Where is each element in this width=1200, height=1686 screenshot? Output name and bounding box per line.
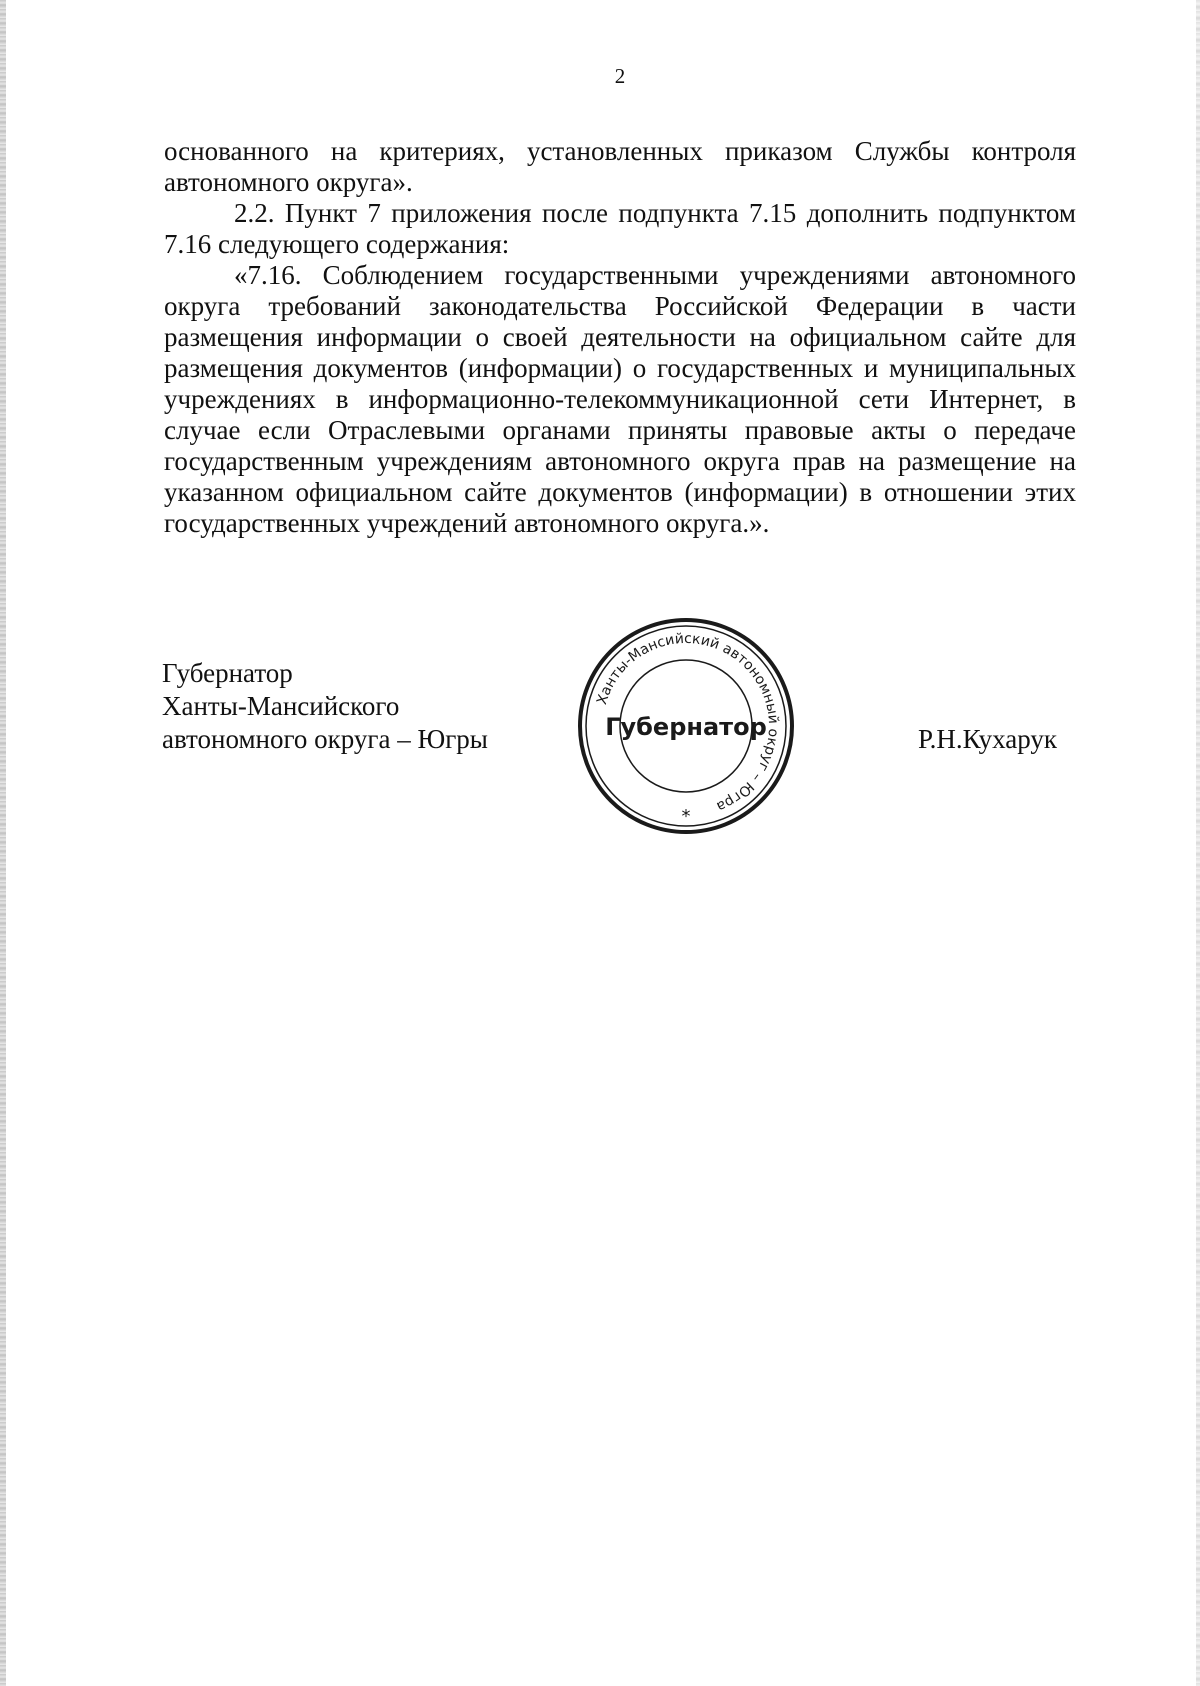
scan-edge-right — [1196, 0, 1200, 1686]
signatory-position-line: Губернатор — [162, 658, 293, 688]
seal-graphic — [576, 616, 796, 836]
signatory-name: Р.Н.Кухарук — [918, 724, 1058, 754]
paragraph-7-16: «7.16. Соблюдением государственными учреждениями автономного округа требований законодательства Российской Федерации в части размещения информации о своей деятельности на официальном сайте для размещения документов (информации) о государственных и муниципальных учреждениях в информационно-телекоммуникационной сети Интернет, в случае если Отраслевыми органами приняты правовые акты о передаче государственным учреждениям автономного округа прав на размещение на указанном официальном сайте документов (информации) в отношении этих государственных учреждений автономного округа.». — [164, 260, 1076, 538]
document-body — [164, 136, 1076, 539]
signatory-position-line: Ханты-Мансийского — [162, 691, 400, 721]
seal-ring-text: Ханты-Мансийский автономный округ – Югра — [594, 630, 782, 815]
seal-star: * — [681, 806, 691, 827]
paragraph-continuation: основанного на критериях, установленных приказом Службы контроля автономного округа». — [164, 136, 1076, 197]
signatory-position-line: автономного округа – Югры — [162, 724, 488, 754]
paragraph-2-2: 2.2. Пункт 7 приложения после подпункта 7.15 дополнить подпунктом 7.16 следующего содержания: — [164, 198, 1076, 259]
signatory-position — [162, 657, 488, 756]
official-seal — [576, 616, 796, 836]
seal-center-text: Губернатор — [605, 713, 767, 741]
page-number: 2 — [614, 64, 626, 88]
scan-edge-left — [0, 0, 6, 1686]
